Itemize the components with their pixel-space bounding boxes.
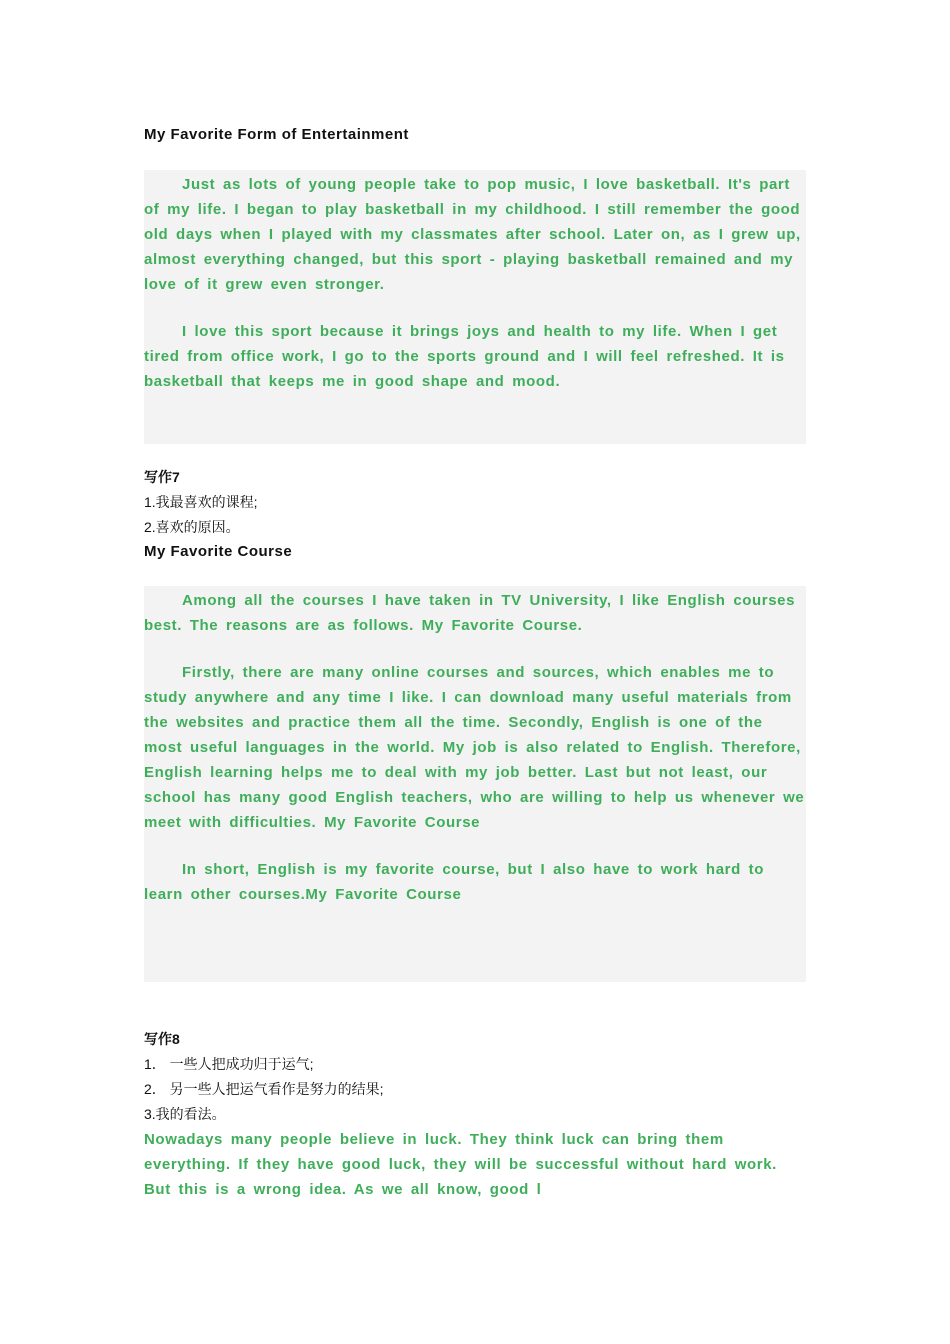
essay-box-entertainment — [144, 170, 806, 444]
prompt-point: 2． 另一些人把运气看作是努力的结果; — [144, 1081, 384, 1097]
prompt-point: 1.我最喜欢的课程; — [144, 494, 258, 510]
prompt-point: 1． 一些人把成功归于运气; — [144, 1056, 314, 1072]
writing-heading-8: 写作8 — [144, 1031, 180, 1047]
prompt-point: 3.我的看法。 — [144, 1106, 226, 1122]
essay-title-entertainment: My Favorite Form of Entertainment — [144, 126, 409, 143]
essay-box-course — [144, 586, 806, 982]
essay-paragraph: I love this sport because it brings joys and health to my life. When I get tired from office work, I go to the sports ground and I will feel refreshed. It is basketball that keeps me in good shape and mood. — [144, 323, 785, 390]
essay-paragraph: Firstly, there are many online courses and sources, which enables me to study anywhere and any time I like. I can download many useful materials from the websites and practice them all the time. Secondly, English is one of the most useful languages in the world. My job is also related to English. Therefore, English learning helps me to deal with my job better. Last but not least, our school has many good English teachers, who are willing to help us whenever we meet with difficulties. My Favorite Course — [144, 664, 805, 831]
essay-title-course: My Favorite Course — [144, 543, 293, 560]
prompt-point: 2.喜欢的原因。 — [144, 519, 240, 535]
essay-paragraph-luck: Nowadays many people believe in luck. They think luck can bring them everything. If they have good luck, they will be successful without hard work. But this is a wrong idea. As we all know, good l — [144, 1131, 777, 1198]
writing-heading-7: 写作7 — [144, 469, 180, 485]
essay-paragraph: Among all the courses I have taken in TV University, I like English courses best. The reasons are as follows. My Favorite Course. — [144, 592, 796, 634]
essay-paragraph: Just as lots of young people take to pop music, I love basketball. It's part of my life. I began to play basketball in my childhood. I still remember the good old days when I played with my classmates after school. Later on, as I grew up, almost everything changed, but this sport - playing basketball remained and my love of it grew even stronger. — [144, 176, 801, 293]
essay-paragraph: In short, English is my favorite course, but I also have to work hard to learn other courses.My Favorite Course — [144, 861, 764, 903]
